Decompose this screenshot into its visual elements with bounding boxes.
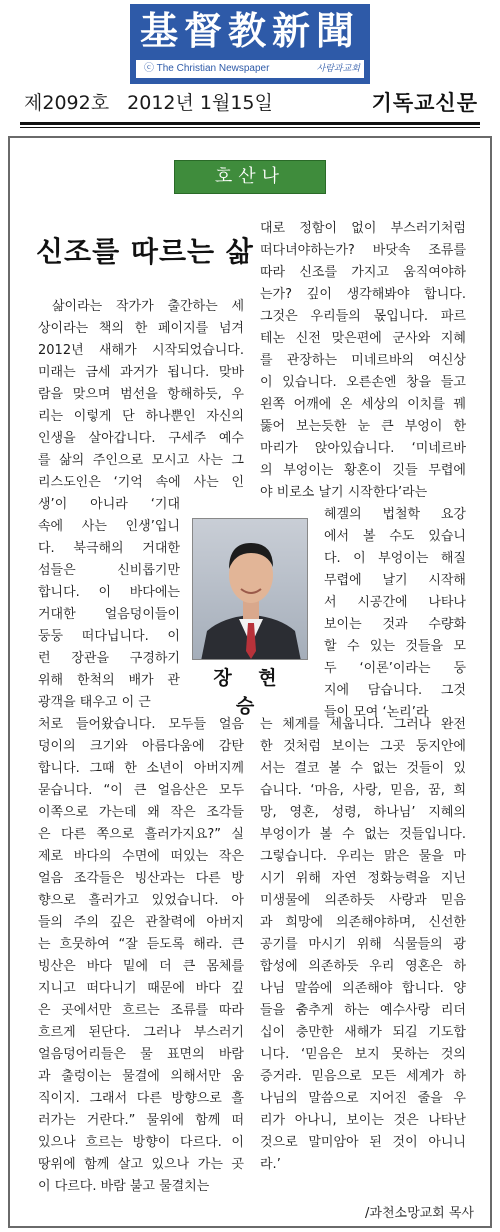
text-line: 처로 들어왔습니다. 모두들 얼음: [38, 717, 244, 732]
issue-info: [24, 90, 273, 116]
text-line: 에서 볼 수도 있습니: [324, 529, 466, 544]
text-line: 는가? 깊이 생각해봐야 합니다.: [260, 287, 466, 302]
text-line: 시기 위해 자연 정화능력을 지닌: [260, 871, 466, 886]
text-line: 그렇습니다. 우리는 맑은 물을 마: [260, 849, 466, 864]
text-line: 리가 아나니, 보이는 것은 나타난: [260, 1113, 466, 1128]
text-line: 뚫어 보는듯한 눈 큰 부엉이 한: [260, 419, 466, 434]
text-line: 보이는 것과 수량화: [324, 617, 466, 632]
text-line: 과 출렁이는 물결에 의해서만 움: [38, 1069, 244, 1084]
text-line: 리스도인은 ‘기억 속에 사는 인: [38, 475, 244, 490]
text-line: 미생물에 의존하듯 사랑과 믿음: [260, 893, 466, 908]
author-signature: /과천소망교회 목사: [365, 1206, 474, 1221]
text-line: 마리가 앉아있습니다. ‘미네르바: [260, 441, 466, 456]
text-line: 서는 결코 볼 수 없는 것들이 있: [260, 761, 466, 776]
text-line: 들을 춤추게 하는 예수사랑 리더: [260, 1003, 466, 1018]
text-line: 묻습니다. “이 큰 얼음산은 모두: [38, 783, 244, 798]
text-line: 테논 신전 맞은편에 군사와 지혜: [260, 331, 466, 346]
text-line: 무렵에 날기 시작해: [324, 573, 466, 588]
text-line: 증거라. 믿음으로 모든 세계가 하: [260, 1069, 466, 1084]
text-line: 이 있습니다. 오른손엔 창을 들고: [260, 375, 466, 390]
text-line: 생’이 아니라 ‘기대: [38, 497, 180, 512]
text-line: 망, 영혼, 성령, 하나님’ 지혜의: [260, 805, 466, 820]
text-line: 위해 한척의 배가 관: [38, 673, 180, 688]
text-line: 라.’: [260, 1157, 281, 1172]
text-line: 상이라는 책의 한 페이지를 넘겨: [38, 321, 244, 336]
text-line: 직이지. 그래서 다른 방향으로 흘: [38, 1091, 244, 1106]
text-line: 할 수 있는 것들을 모: [324, 639, 466, 654]
text-line: 따라 신조를 가지고 움직여야하: [260, 265, 466, 280]
text-line: 나님의 말씀으로 지어진 줄을 우: [260, 1091, 466, 1106]
text-line: 이쪽으로 가는데 왜 작은 조각들: [38, 805, 244, 820]
column-left-bottom: [38, 714, 244, 1198]
text-line: 한 것처럼 보이는 그곳 둥지안에: [260, 739, 466, 754]
text-line: 십이 충만한 새해가 되길 기도합: [260, 1025, 466, 1040]
text-line: 흐르게 된단다. 그러나 부스러기: [38, 1025, 244, 1040]
text-line: 있으나 흐르는 방향이 다르다. 이: [38, 1135, 244, 1150]
text-line: 는 체계를 세웁니다. 그러나 완전: [260, 717, 466, 732]
section-banner: [174, 160, 326, 194]
author-name: 장 현 승: [213, 667, 287, 717]
text-line: 합니다. 이 바다에는: [38, 585, 180, 600]
text-line: 들이 모여 ‘논리’라: [324, 705, 429, 720]
text-line: 대로 정함이 없이 부스러기처럼: [260, 221, 466, 236]
text-line: 합성에 의존하듯 우리 영혼은 하: [260, 959, 466, 974]
text-line: 얼음덩어리들은 물 표면의 바람: [38, 1047, 244, 1062]
text-line: 거대한 얼음덩이들이: [38, 607, 180, 622]
text-line: 과 희망에 의존해야하며, 신선한: [260, 915, 466, 930]
text-line: 것으로 말미암아 된 것이 아니니: [260, 1135, 466, 1150]
text-line: 는 흐뭇하여 “잘 듣도록 해라. 큰: [38, 937, 244, 952]
text-line: 제로 바다의 수면에 떠있는 작은: [38, 849, 244, 864]
text-line: 광객을 태우고 이 근: [38, 695, 151, 710]
author-photo: [192, 518, 308, 660]
text-line: 니다. ‘믿음은 보지 못하는 것의: [260, 1047, 466, 1062]
text-line: 얼음 조각들은 빙산과는 다른 방: [38, 871, 244, 886]
text-line: 그것은 우리들의 몫입니다. 파르: [260, 309, 466, 324]
paper-name: 기독교신문: [371, 91, 478, 115]
text-line: 다. 이 부엉이는 해질: [324, 551, 466, 566]
column-right-top: [260, 218, 466, 504]
text-line: 덩이의 크기와 아름다움에 감탄: [38, 739, 244, 754]
text-line: 러가는 거란다.” 물위에 함께 떠: [38, 1113, 244, 1128]
text-line: 떠다녀야하는가? 바닷속 조류를: [260, 243, 466, 258]
column-right-bottom: [260, 714, 466, 1176]
text-line: 합니다. 그때 한 소년이 아버지께: [38, 761, 244, 776]
text-line: 부엉이가 볼 수 없는 것들입니다.: [260, 827, 466, 842]
text-line: 다. 북극해의 거대한: [38, 541, 180, 556]
text-line: 지에 담습니다. 그것: [324, 683, 466, 698]
text-line: 향으로 흘러가고 있었습니다. 아: [38, 893, 244, 908]
text-line: 왼쪽 어깨에 온 세상의 이치를 꿰: [260, 397, 466, 412]
text-line: 은 다른 쪽으로 흘러가지요?” 실: [38, 827, 244, 842]
text-line: 미래는 금세 과거가 됩니다. 맞바: [38, 365, 244, 380]
masthead-seal: 사람과교회: [316, 64, 360, 74]
text-line: 리는 이렇게 단 하나뿐인 자신의: [38, 409, 244, 424]
text-line: 람을 맞으며 범선을 항해하듯, 우: [38, 387, 244, 402]
text-line: 지니고 떠다니기 때문에 바다 깊: [38, 981, 244, 996]
text-line: 인생을 살아갑니다. 구세주 예수: [38, 431, 244, 446]
text-line: 를 삶의 주인으로 모시고 사는 그: [38, 453, 244, 468]
text-line: 서 시공간에 나타나: [324, 595, 466, 610]
text-line: 섬들은 신비롭기만: [38, 563, 180, 578]
newspaper-masthead: [130, 4, 370, 84]
author-portrait: [193, 519, 308, 660]
text-line: 빙산은 바다 밑에 더 큰 몸체를: [38, 959, 244, 974]
text-line: 두 ‘이론’이라는 둥: [324, 661, 466, 676]
issue-number: 제2092호: [24, 92, 110, 114]
text-line: 공기를 마시기 위해 식물들의 광: [260, 937, 466, 952]
text-line: 은 곳에서만 흐르는 조류를 따라: [38, 1003, 244, 1018]
text-line: 땅위에 함께 살고 있으나 가는 곳: [38, 1157, 244, 1172]
text-line: 들의 주의 깊은 관찰력에 아버지: [38, 915, 244, 930]
text-line: 헤겔의 법철학 요강: [324, 507, 466, 522]
header-rule: [20, 122, 480, 125]
text-line: 속에 사는 인생’입니: [38, 519, 180, 534]
text-line: 2012년 새해가 시작되었습니다.: [38, 343, 244, 358]
article-headline: 신조를 따르는 삶: [36, 235, 254, 268]
text-line: 이 다르다. 바람 불고 물결치는: [38, 1179, 210, 1194]
text-line: 를 관장하는 미네르바의 여신상: [260, 353, 466, 368]
header-rule-thin: [20, 127, 480, 128]
text-line: 나님 말씀에 의존해야 합니다. 양: [260, 981, 466, 996]
column-right-wrap: [324, 504, 466, 724]
text-line: 야 비로소 날기 시작한다’라는: [260, 485, 428, 500]
text-line: 둥둥 떠다닙니다. 이: [38, 629, 180, 644]
section-label: 호산나: [214, 166, 286, 187]
masthead-title: 基督教新聞: [139, 8, 360, 53]
issue-date: 2012년 1월15일: [127, 92, 273, 114]
text-line: 삶이라는 작가가 출간하는 세: [52, 299, 244, 314]
text-line: 의 부엉이는 황혼이 깃들 무렵에: [260, 463, 466, 478]
masthead-subtitle: ⓒ The Christian Newspaper: [144, 63, 270, 74]
text-line: 런 장관을 구경하기: [38, 651, 180, 666]
text-line: 습니다. ‘마음, 사랑, 믿음, 꿈, 희: [260, 783, 466, 798]
